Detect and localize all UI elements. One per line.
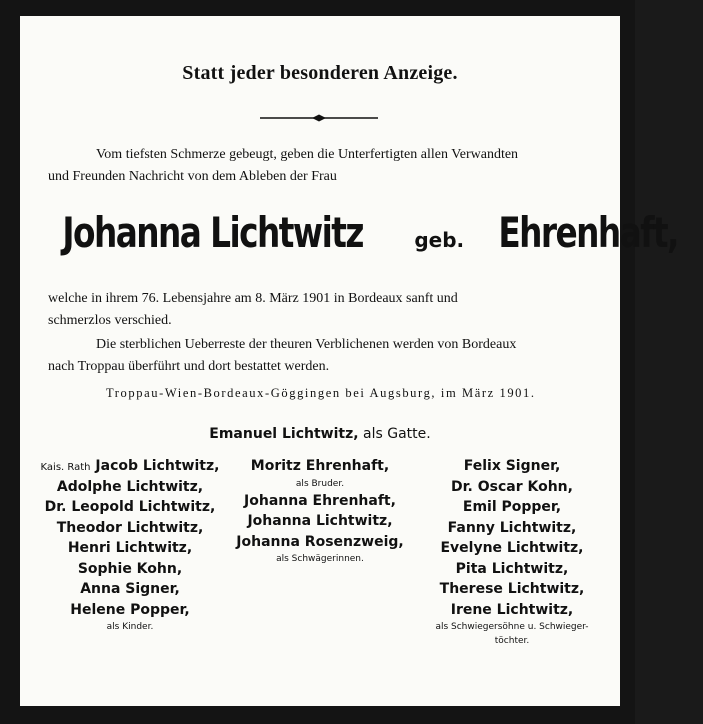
list-item: Dr. Oscar Kohn, bbox=[451, 478, 573, 495]
list-item: Kais. Rath Jacob Lichtwitz, bbox=[40, 458, 220, 474]
list-item: Dr. Leopold Lichtwitz, bbox=[44, 499, 216, 515]
deceased-name: Johanna Lichtwitz bbox=[62, 208, 363, 257]
list-item: Henri Lichtwitz, bbox=[67, 540, 193, 556]
maiden-name: Ehrenhaft, bbox=[498, 208, 679, 257]
children-column bbox=[30, 456, 230, 634]
list-item: Fanny Lichtwitz, bbox=[447, 519, 577, 536]
list-item: Helene Popper, bbox=[70, 601, 190, 618]
list-item: Anna Signer, bbox=[80, 581, 180, 597]
group-role: als Schwiegersöhne u. Schwieger- bbox=[435, 622, 589, 632]
list-item: Theodor Lichtwitz, bbox=[56, 519, 204, 536]
group-role: als Schwägerinnen. bbox=[276, 554, 364, 564]
body-line-1: welche in ihrem 76. Lebensjahre am 8. März 1901 in Bordeaux sanft und bbox=[48, 291, 458, 306]
group-role: als Bruder. bbox=[295, 478, 345, 489]
group-role: als Kinder. bbox=[106, 622, 154, 632]
intro-line-2: und Freunden Nachricht von dem Ableben der Frau bbox=[48, 169, 337, 184]
divider-ornament bbox=[260, 114, 378, 122]
list-item: Felix Signer, bbox=[463, 458, 561, 474]
list-item: Irene Lichtwitz, bbox=[450, 601, 574, 618]
siblings-column bbox=[220, 456, 420, 566]
death-notice bbox=[20, 16, 679, 706]
intro-line-1: Vom tiefsten Schmerze gebeugt, geben die Unterfertigten allen Verwandten bbox=[96, 147, 519, 162]
body-line-4: nach Troppau überführt und dort bestattet werden. bbox=[48, 359, 330, 374]
title-prefix: Kais. Rath bbox=[40, 462, 91, 473]
notice-heading: Statt jeder besonderen Anzeige. bbox=[182, 62, 458, 84]
geb-label: geb. bbox=[414, 228, 465, 252]
list-item: Johanna Rosenzweig, bbox=[236, 533, 404, 550]
list-item: Johanna Ehrenhaft, bbox=[244, 492, 396, 509]
list-item: Pita Lichtwitz, bbox=[455, 560, 569, 577]
list-item: Therese Lichtwitz, bbox=[439, 581, 585, 597]
husband-line bbox=[20, 426, 620, 442]
husband-name: Emanuel Lichtwitz, bbox=[209, 426, 359, 442]
group-role: töchter. bbox=[494, 636, 530, 646]
body-line-2: schmerzlos verschied. bbox=[48, 313, 172, 328]
list-item: Sophie Kohn, bbox=[77, 560, 183, 577]
in-laws-column bbox=[412, 456, 612, 648]
list-item: Emil Popper, bbox=[462, 499, 562, 515]
body-line-3: Die sterblichen Ueberreste der theuren Verblichenen werden von Bordeaux bbox=[96, 337, 517, 352]
place-and-date: Troppau-Wien-Bordeaux-Göggingen bei Augsburg, im März 1901. bbox=[106, 386, 536, 400]
list-item: Moritz Ehrenhaft, bbox=[250, 458, 390, 474]
list-item: Evelyne Lichtwitz, bbox=[440, 540, 584, 556]
list-item: Adolphe Lichtwitz, bbox=[56, 478, 204, 495]
list-item: Johanna Lichtwitz, bbox=[247, 513, 393, 529]
deceased-name-line bbox=[20, 208, 679, 257]
husband-role: als Gatte. bbox=[363, 426, 431, 442]
